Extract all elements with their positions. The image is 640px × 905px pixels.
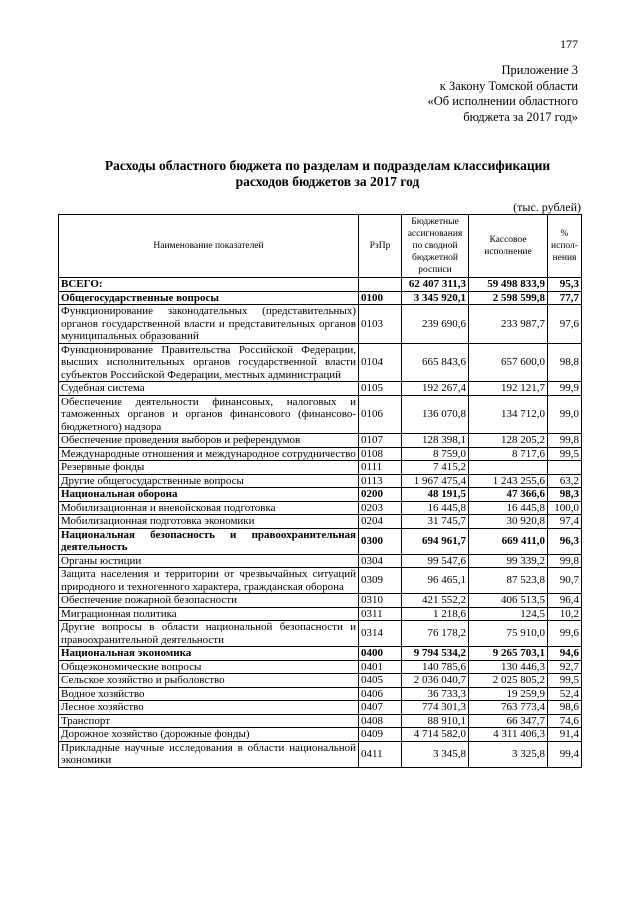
cell-name: Защита населения и территории от чрезвычайных ситуаций природного и техногенного характера, гражданская оборона (59, 568, 359, 594)
cell-actual: 2 025 805,2 (469, 674, 548, 688)
cell-planned: 192 267,4 (402, 382, 469, 396)
table-row (59, 528, 582, 554)
cell-code: 0401 (359, 660, 402, 674)
header-actual: Кассовое исполнение (469, 215, 548, 278)
cell-code: 0300 (359, 528, 402, 554)
cell-percent: 97,6 (548, 305, 582, 344)
cell-actual: 406 513,5 (469, 594, 548, 608)
cell-actual: 192 121,7 (469, 382, 548, 396)
cell-code: 0105 (359, 382, 402, 396)
cell-name: Органы юстиции (59, 554, 359, 568)
cell-code: 0409 (359, 728, 402, 742)
page-number: 177 (560, 37, 578, 51)
table-row (59, 434, 582, 448)
cell-percent: 98,8 (548, 343, 582, 382)
table-row (59, 343, 582, 382)
cell-actual: 99 339,2 (469, 554, 548, 568)
cell-planned: 36 733,3 (402, 687, 469, 701)
table-row (59, 647, 582, 661)
header-planned: Бюджетные ассигнования по сводной бюджетной росписи (402, 215, 469, 278)
cell-planned: 62 407 311,3 (402, 278, 469, 292)
cell-percent: 10,2 (548, 607, 582, 621)
table-row (59, 461, 582, 475)
table-row (59, 660, 582, 674)
cell-name: Общегосударственные вопросы (59, 291, 359, 305)
table-row (59, 515, 582, 529)
cell-code: 0108 (359, 447, 402, 461)
cell-code: 0113 (359, 474, 402, 488)
cell-planned: 136 070,8 (402, 395, 469, 434)
table-row (59, 554, 582, 568)
cell-name: Национальная экономика (59, 647, 359, 661)
cell-percent: 52,4 (548, 687, 582, 701)
cell-percent: 74,6 (548, 714, 582, 728)
title-line: Расходы областного бюджета по разделам и подразделам классификации (104, 158, 551, 173)
table-row (59, 714, 582, 728)
cell-name: Функционирование законодательных (представительных) органов государственной власти и представительных органов муниципальных образований (59, 305, 359, 344)
units-label: (тыс. рублей) (513, 200, 581, 214)
document-title (60, 158, 595, 190)
table-row (59, 701, 582, 715)
cell-percent: 99,8 (548, 434, 582, 448)
table-row (59, 687, 582, 701)
cell-name: Прикладные научные исследования в области национальной экономики (59, 741, 359, 767)
table-row (59, 741, 582, 767)
cell-code: 0314 (359, 621, 402, 647)
cell-name: Водное хозяйство (59, 687, 359, 701)
cell-percent: 97,4 (548, 515, 582, 529)
cell-planned: 3 345 920,1 (402, 291, 469, 305)
table-body (59, 278, 582, 768)
cell-name: Резервные фонды (59, 461, 359, 475)
table-row (59, 474, 582, 488)
cell-code: 0204 (359, 515, 402, 529)
cell-planned: 1 218,6 (402, 607, 469, 621)
title-line: расходов бюджетов за 2017 год (235, 174, 420, 189)
cell-planned: 99 547,6 (402, 554, 469, 568)
appendix-note (427, 63, 578, 125)
expenditure-table (58, 214, 582, 768)
table-row (59, 594, 582, 608)
cell-actual: 233 987,7 (469, 305, 548, 344)
table-row (59, 382, 582, 396)
table-row (59, 501, 582, 515)
cell-actual: 657 600,0 (469, 343, 548, 382)
cell-code: 0107 (359, 434, 402, 448)
cell-percent: 99,6 (548, 621, 582, 647)
cell-actual: 128 205,2 (469, 434, 548, 448)
cell-planned: 16 445,8 (402, 501, 469, 515)
cell-percent: 95,3 (548, 278, 582, 292)
table-row (59, 395, 582, 434)
cell-planned: 3 345,8 (402, 741, 469, 767)
cell-actual: 1 243 255,6 (469, 474, 548, 488)
cell-code: 0203 (359, 501, 402, 515)
cell-name: Другие вопросы в области национальной безопасности и правоохранительной деятельности (59, 621, 359, 647)
cell-name: Мобилизационная и вневойсковая подготовка (59, 501, 359, 515)
cell-actual: 8 717,6 (469, 447, 548, 461)
cell-name: Другие общегосударственные вопросы (59, 474, 359, 488)
cell-actual: 124,5 (469, 607, 548, 621)
table-row (59, 607, 582, 621)
cell-code (359, 278, 402, 292)
cell-planned: 140 785,6 (402, 660, 469, 674)
cell-code: 0311 (359, 607, 402, 621)
cell-planned: 4 714 582,0 (402, 728, 469, 742)
cell-planned: 88 910,1 (402, 714, 469, 728)
cell-code: 0407 (359, 701, 402, 715)
cell-name: Общеэкономические вопросы (59, 660, 359, 674)
cell-percent: 92,7 (548, 660, 582, 674)
cell-code: 0111 (359, 461, 402, 475)
cell-actual: 669 411,0 (469, 528, 548, 554)
cell-planned: 96 465,1 (402, 568, 469, 594)
cell-percent: 99,9 (548, 382, 582, 396)
cell-percent: 99,5 (548, 674, 582, 688)
cell-name: Миграционная политика (59, 607, 359, 621)
cell-planned: 8 759,0 (402, 447, 469, 461)
cell-percent: 99,5 (548, 447, 582, 461)
cell-planned: 1 967 475,4 (402, 474, 469, 488)
appendix-line: к Закону Томской области (439, 78, 578, 93)
cell-percent: 90,7 (548, 568, 582, 594)
cell-name: Судебная система (59, 382, 359, 396)
cell-name: Дорожное хозяйство (дорожные фонды) (59, 728, 359, 742)
cell-planned: 48 191,5 (402, 488, 469, 502)
table-row (59, 488, 582, 502)
cell-percent: 63,2 (548, 474, 582, 488)
table-row (59, 278, 582, 292)
cell-name: Лесное хозяйство (59, 701, 359, 715)
cell-planned: 694 961,7 (402, 528, 469, 554)
cell-name: Функционирование Правительства Российской Федерации, высших исполнительных органов государственной власти субъектов Российской Федерации, местных администраций (59, 343, 359, 382)
cell-actual: 4 311 406,3 (469, 728, 548, 742)
cell-percent: 94,6 (548, 647, 582, 661)
cell-planned: 665 843,6 (402, 343, 469, 382)
cell-code: 0106 (359, 395, 402, 434)
cell-code: 0411 (359, 741, 402, 767)
cell-code: 0406 (359, 687, 402, 701)
cell-actual: 75 910,0 (469, 621, 548, 647)
cell-planned: 9 794 534,2 (402, 647, 469, 661)
cell-actual: 2 598 599,8 (469, 291, 548, 305)
cell-percent: 99,4 (548, 741, 582, 767)
table-row (59, 621, 582, 647)
cell-code: 0309 (359, 568, 402, 594)
cell-actual: 30 920,8 (469, 515, 548, 529)
cell-name: Транспорт (59, 714, 359, 728)
cell-code: 0100 (359, 291, 402, 305)
cell-planned: 76 178,2 (402, 621, 469, 647)
cell-code: 0304 (359, 554, 402, 568)
cell-percent: 91,4 (548, 728, 582, 742)
table-row (59, 305, 582, 344)
cell-actual: 16 445,8 (469, 501, 548, 515)
table-row (59, 568, 582, 594)
cell-actual (469, 461, 548, 475)
cell-actual: 66 347,7 (469, 714, 548, 728)
cell-name: Мобилизационная подготовка экономики (59, 515, 359, 529)
header-code: РзПр (359, 215, 402, 278)
cell-planned: 2 036 040,7 (402, 674, 469, 688)
cell-name: Обеспечение пожарной безопасности (59, 594, 359, 608)
cell-planned: 31 745,7 (402, 515, 469, 529)
table-row (59, 291, 582, 305)
cell-code: 0405 (359, 674, 402, 688)
cell-percent: 77,7 (548, 291, 582, 305)
appendix-line: бюджета за 2017 год» (463, 109, 578, 124)
cell-code: 0310 (359, 594, 402, 608)
cell-name: Обеспечение проведения выборов и референдумов (59, 434, 359, 448)
cell-percent: 96,3 (548, 528, 582, 554)
cell-actual: 59 498 833,9 (469, 278, 548, 292)
cell-actual: 130 446,3 (469, 660, 548, 674)
cell-actual: 134 712,0 (469, 395, 548, 434)
cell-name: Национальная безопасность и правоохранительная деятельность (59, 528, 359, 554)
cell-actual: 3 325,8 (469, 741, 548, 767)
cell-percent (548, 461, 582, 475)
cell-planned: 421 552,2 (402, 594, 469, 608)
cell-planned: 774 301,3 (402, 701, 469, 715)
cell-percent: 99,0 (548, 395, 582, 434)
header-percent: % испол-нения (548, 215, 582, 278)
cell-code: 0200 (359, 488, 402, 502)
cell-percent: 99,8 (548, 554, 582, 568)
cell-planned: 239 690,6 (402, 305, 469, 344)
table-header-row (59, 215, 582, 278)
cell-actual: 87 523,8 (469, 568, 548, 594)
cell-code: 0103 (359, 305, 402, 344)
cell-code: 0104 (359, 343, 402, 382)
appendix-line: «Об исполнении областного (427, 94, 578, 108)
cell-percent: 100,0 (548, 501, 582, 515)
cell-name: Сельское хозяйство и рыболовство (59, 674, 359, 688)
cell-actual: 9 265 703,1 (469, 647, 548, 661)
cell-actual: 763 773,4 (469, 701, 548, 715)
header-name: Наименование показателей (59, 215, 359, 278)
cell-name: Обеспечение деятельности финансовых, налоговых и таможенных органов и органов финансового (финансово-бюджетного) надзора (59, 395, 359, 434)
cell-name: Международные отношения и международное сотрудничество (59, 447, 359, 461)
appendix-line: Приложение 3 (501, 63, 578, 77)
table-row (59, 728, 582, 742)
cell-percent: 98,3 (548, 488, 582, 502)
cell-actual: 19 259,9 (469, 687, 548, 701)
cell-actual: 47 366,6 (469, 488, 548, 502)
cell-planned: 128 398,1 (402, 434, 469, 448)
table-row (59, 447, 582, 461)
cell-name: Национальная оборона (59, 488, 359, 502)
cell-code: 0400 (359, 647, 402, 661)
cell-percent: 98,6 (548, 701, 582, 715)
cell-name: ВСЕГО: (59, 278, 359, 292)
table-row (59, 674, 582, 688)
cell-code: 0408 (359, 714, 402, 728)
cell-planned: 7 415,2 (402, 461, 469, 475)
cell-percent: 96,4 (548, 594, 582, 608)
